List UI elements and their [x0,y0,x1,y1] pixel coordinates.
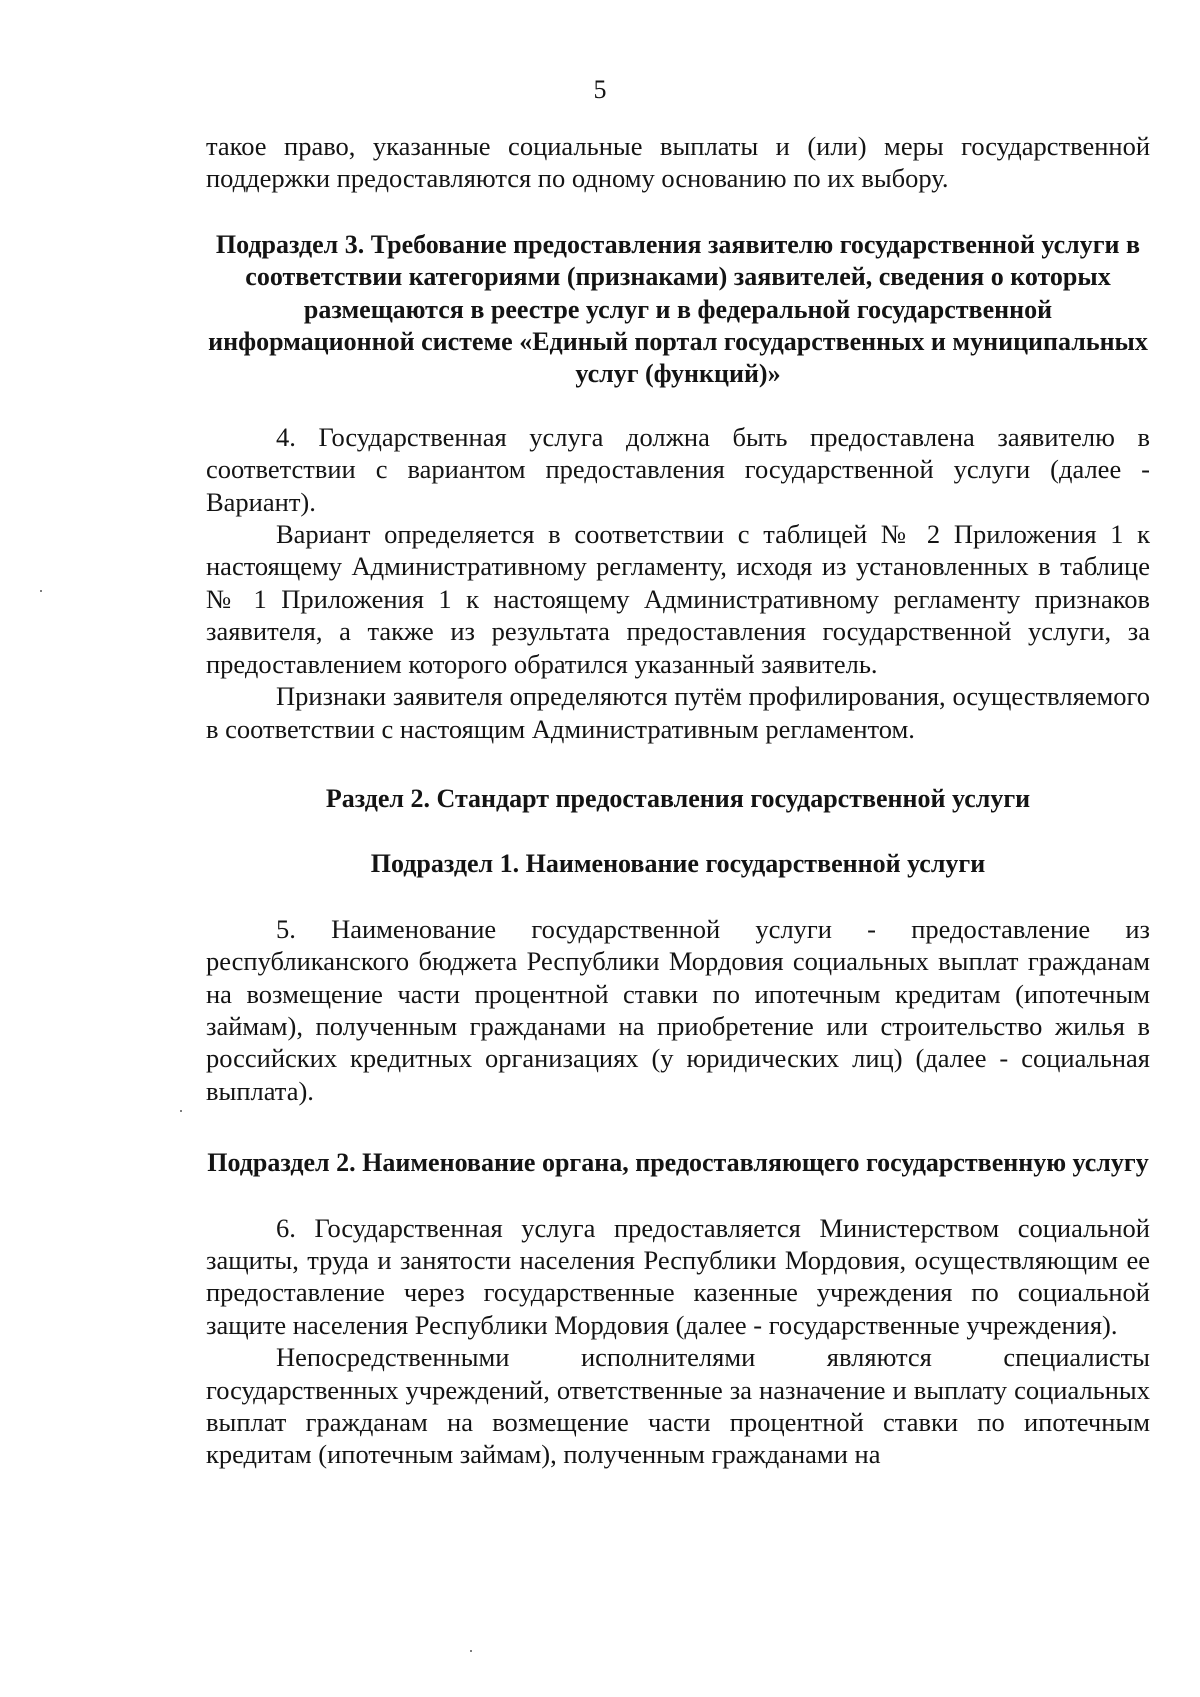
continued-paragraph: такое право, указанные социальные выплаты и (или) меры государственной поддержки предоставляются по одному основанию по их выбору. [206,131,1150,194]
paragraph-4-signs: Признаки заявителя определяются путём профилирования, осуществляемого в соответствии с настоящим Административным регламентом. [206,681,1150,744]
paragraph-4: 4. Государственная услуга должна быть предоставлена заявителю в соответствии с вариантом предоставления государственной услуги (далее - Вариант). [206,421,1150,517]
page-number: 5 [593,75,607,104]
page-content [206,130,1150,1471]
paragraph-6-executors: Непосредственными исполнителями являются специалисты государственных учреждений, ответственные за назначение и выплату социальных выплат гражданам на возмещение части процентной ставки по ипотечным кредитам (ипотечным займам), полученным гражданами на [206,1342,1150,1470]
section-2-subsection-2-heading: Подраздел 2. Наименование органа, предоставляющего государственную услугу [207,1148,1149,1178]
scan-speck [40,590,42,592]
section-2-heading: Раздел 2. Стандарт предоставления государственной услуги [325,783,1031,813]
subsection-3-heading: Подраздел 3. Требование предоставления заявителю государственной услуги в соответствии категориями (признаками) заявителей, сведения о которых размещаются в реестре услуг и в федеральной государственной информационной системе «Единый портал государственных и муниципальных услуг (функций)» [208,229,1148,389]
scan-speck [470,1650,472,1652]
paragraph-4-variant: Вариант определяется в соответствии с таблицей № 2 Приложения 1 к настоящему Административному регламенту, исходя из установленных в таблице № 1 Приложения 1 к настоящему Административному регламенту признаков заявителя, а также из результата предоставления государственной услуги, за предоставлением которого обратился указанный заявитель. [206,519,1150,679]
paragraph-6: 6. Государственная услуга предоставляется Министерством социальной защиты, труда и занятости населения Республики Мордовия, осуществляющим ее предоставление через государственные казенные учреждения по социальной защите населения Республики Мордовия (далее - государственные учреждения). [206,1212,1150,1340]
paragraph-5: 5. Наименование государственной услуги - предоставление из республиканского бюджета Республики Мордовия социальных выплат гражданам на возмещение части процентной ставки по ипотечным кредитам (ипотечным займам), полученным гражданами на приобретение или строительство жилья в российских кредитных организациях (у юридических лиц) (далее - социальная выплата). [206,913,1150,1106]
section-2-subsection-1-heading: Подраздел 1. Наименование государственной услуги [370,849,986,879]
scan-speck [180,1110,182,1112]
